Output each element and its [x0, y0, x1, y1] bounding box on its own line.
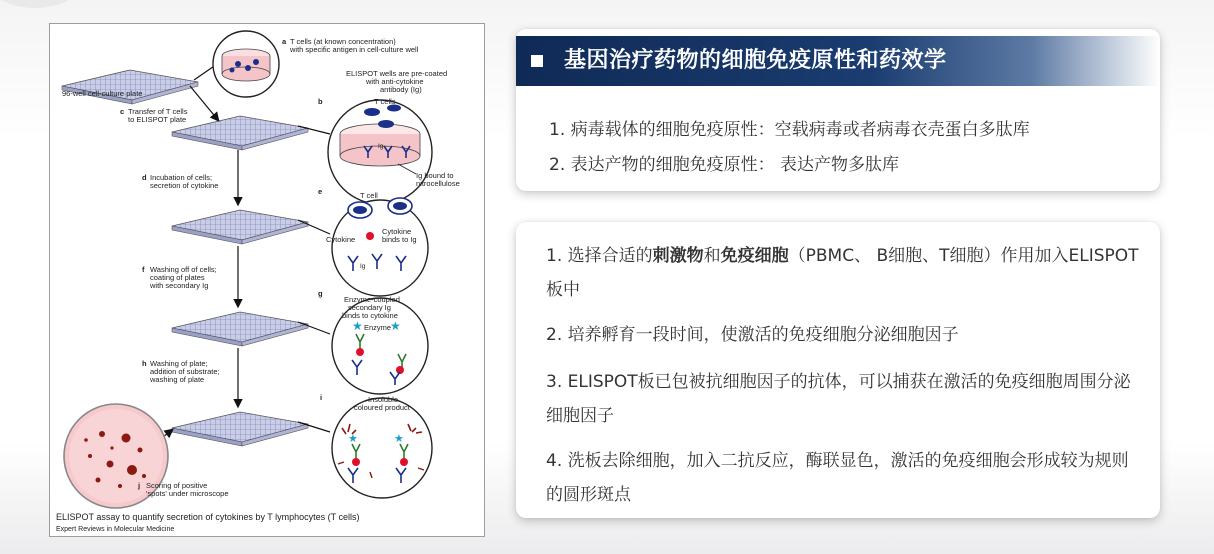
step-1-mid: 和 [703, 246, 721, 266]
label-f-text2: coating of plates [150, 273, 205, 282]
label-f-text1: Washing off of cells; [150, 265, 217, 274]
section-title-bar [516, 36, 1160, 86]
elispot-diagram-svg [50, 24, 486, 538]
figure-source: Expert Reviews in Molecular Medicine [56, 526, 175, 533]
plate-elispot-c [172, 116, 308, 150]
label-h-text2: addition of substrate; [150, 367, 220, 376]
label-h-text3: washing of plate [150, 375, 205, 384]
plate-elispot-f [172, 312, 308, 346]
label-c-text2: to ELISPOT plate [128, 115, 187, 124]
title-square-bullet [531, 55, 543, 67]
label-b-text1: ELISPOT wells are pre-coated [346, 69, 448, 78]
svg-text:★: ★ [352, 319, 363, 333]
label-b: b [318, 97, 323, 106]
label-g: g [318, 289, 323, 298]
label-g-text2: secondary Ig [348, 303, 391, 312]
svg-text:★: ★ [394, 432, 404, 445]
elispot-diagram [49, 23, 485, 537]
panel-b [328, 100, 432, 204]
label-ig-bound2: nitrocellulose [416, 179, 460, 188]
label-tcell: T cell [360, 191, 378, 200]
label-tcells: T cells [374, 97, 396, 106]
label-c: c [120, 107, 125, 116]
label-j-text1: Scoring of positive [146, 481, 208, 490]
label-b-text3: antibody (Ig) [380, 85, 422, 94]
svg-text:★: ★ [390, 319, 401, 333]
label-plate96: 96-well cell-culture plate [62, 89, 143, 98]
label-i: i [320, 393, 323, 402]
label-ig-e: Ig [360, 263, 366, 270]
label-enzyme: Enzyme [364, 323, 392, 332]
label-f: f [142, 265, 145, 274]
label-cytokine-binds1: Cytokine [382, 227, 412, 236]
step-3: 3. ELISPOT板已包被抗细胞因子的抗体，可以捕获在激活的免疫细胞周围分泌细胞因子 [546, 372, 1131, 426]
svg-text:★: ★ [348, 432, 358, 445]
label-ig-bound1: Ig bound to [416, 171, 454, 180]
label-d-text1: Incubation of cells; [150, 173, 213, 182]
label-a-text1: T cells (at known concentration) [290, 37, 396, 46]
label-i-text2: coloured product [354, 403, 410, 412]
label-f-text3: with secondary Ig [150, 281, 209, 290]
plate-elispot-d [172, 210, 308, 244]
card1-item-2: 2. 表达产物的细胞免疫原性： 表达产物多肽库 [549, 155, 900, 175]
corner-decoration [0, 0, 80, 8]
label-g-text3: binds to cytokine [342, 311, 398, 320]
label-j-text2: 'spots' under microscope [146, 489, 229, 498]
label-h-text1: Washing of plate; [150, 359, 208, 368]
label-cytokine-binds2: binds to Ig [382, 235, 417, 244]
step-1-bold-cells: 免疫细胞 [720, 246, 789, 266]
plate-96-well [62, 70, 198, 104]
panel-i [332, 398, 432, 498]
label-a: a [282, 37, 287, 46]
label-j: j [138, 481, 141, 490]
figure-caption: ELISPOT assay to quantify secretion of cytokines by T lymphocytes (T cells) [56, 512, 360, 522]
label-c-text1: Transfer of T cells [128, 107, 188, 116]
label-cytokine: Cytokine [326, 235, 356, 244]
section-title: 基因治疗药物的细胞免疫原性和药效学 [564, 48, 947, 73]
label-i-text1: Insoluble [368, 395, 399, 404]
panel-a [213, 31, 279, 97]
card1-item-1: 1. 病毒载体的细胞免疫原性：空载病毒或者病毒衣壳蛋白多肽库 [549, 120, 1030, 140]
step-1 [546, 239, 1142, 307]
label-h: h [142, 359, 147, 368]
panel-e [332, 198, 428, 296]
label-d-text2: secretion of cytokine [150, 181, 219, 190]
step-1-pre: 1. 选择合适的 [546, 246, 653, 266]
step-1-bold-stimulus: 刺激物 [652, 246, 704, 266]
label-g-text1: Enzyme-coupled [344, 295, 400, 304]
label-b-text2: with anti-cytokine [366, 77, 424, 86]
step-4: 4. 洗板去除细胞，加入二抗反应，酶联显色，激活的免疫细胞会形成较为规则的圆形斑点 [546, 451, 1129, 505]
step-2: 2. 培养孵育一段时间，使激活的免疫细胞分泌细胞因子 [546, 325, 959, 345]
label-d: d [142, 173, 147, 182]
plate-elispot-h [172, 412, 308, 446]
label-a-text2: with specific antigen in cell-culture well [290, 45, 419, 54]
label-e: e [318, 187, 323, 196]
step-1-post: （PBMC、 B细胞、T细胞）作用加入ELISPOT板中 [546, 246, 1139, 300]
label-ig-b: Ig [378, 143, 384, 150]
